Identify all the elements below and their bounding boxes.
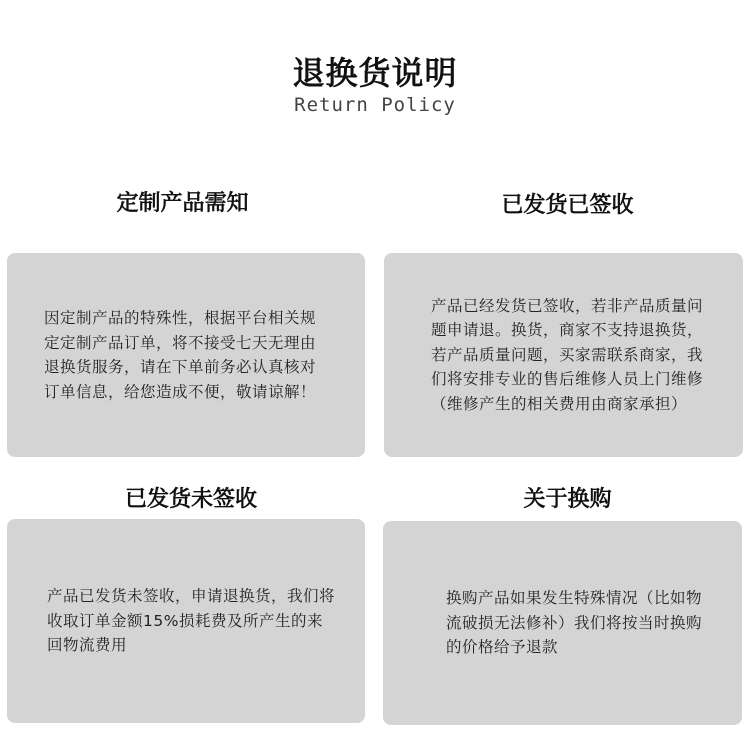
card-text-exchange: 换购产品如果发生特殊情况（比如物流破损无法修补）我们将按当时换购的价格给予退款 xyxy=(446,589,703,657)
card-text-shipped-signed: 产品已经发货已签收，若非产品质量问题申请退。换货，商家不支持退换货，若产品质量问题，买家需联系商家，我们将安排专业的售后维修人员上门维修（维修产生的相关费用由商家承担） xyxy=(431,296,704,413)
page-title: 退换货说明 xyxy=(292,54,458,92)
section-heading-custom-products: 定制产品需知 xyxy=(116,191,249,216)
card-shipped-signed xyxy=(384,253,743,457)
card-custom-products xyxy=(7,253,365,457)
card-exchange xyxy=(383,521,742,725)
page-subtitle: Return Policy xyxy=(294,94,456,116)
section-heading-shipped-unsigned: 已发货未签收 xyxy=(124,487,257,512)
card-text-shipped-unsigned: 产品已发货未签收，申请退换货，我们将收取订单金额15%损耗费及所产生的来回物流费用 xyxy=(47,587,336,655)
card-text-custom-products: 因定制产品的特殊性，根据平台相关规定定制产品订单，将不接受七天无理由退换货服务，请在下单前务必认真核对订单信息，给您造成不便，敬请谅解！ xyxy=(44,309,317,401)
card-shipped-unsigned xyxy=(7,519,365,723)
section-heading-shipped-signed: 已发货已签收 xyxy=(501,193,634,218)
section-heading-exchange: 关于换购 xyxy=(523,487,612,512)
